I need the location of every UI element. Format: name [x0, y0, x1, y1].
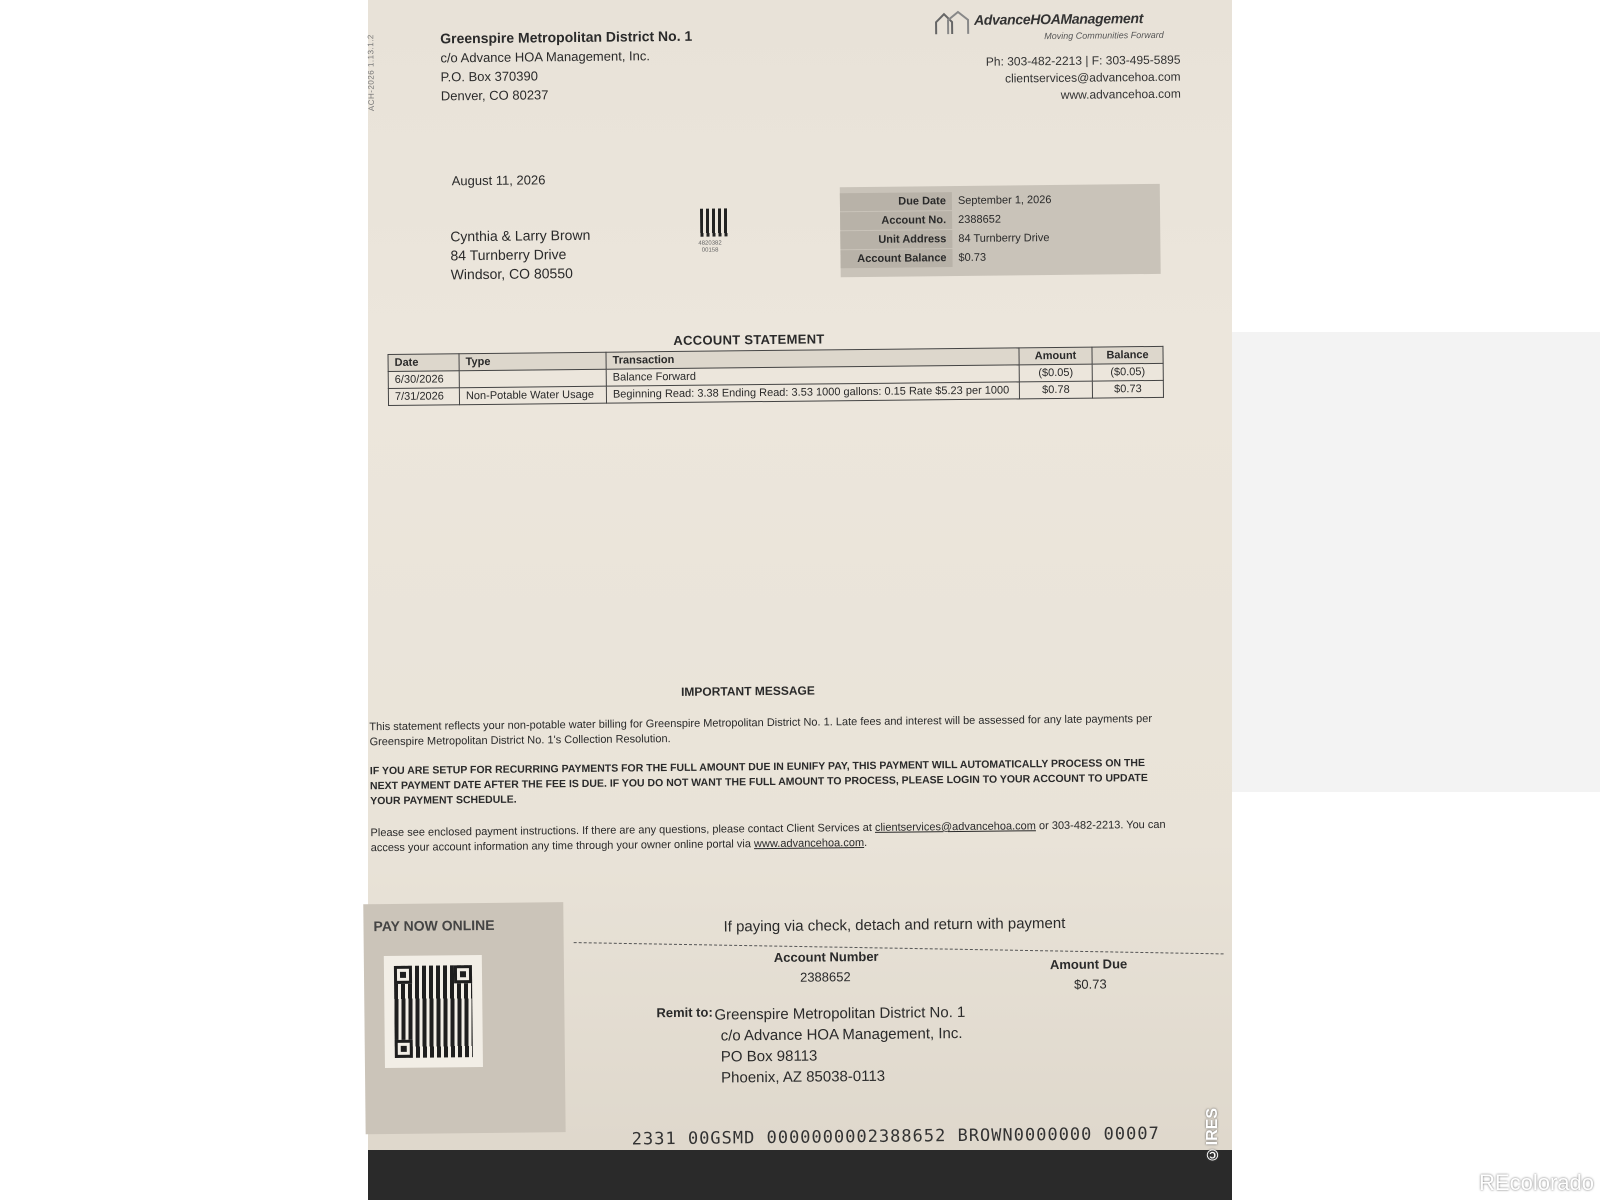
due-date-label: Due Date — [840, 192, 952, 211]
important-message-p2: IF YOU ARE SETUP FOR RECURRING PAYMENTS FOR THE FULL AMOUNT DUE IN EUNIFY PAY, THIS PAYMENT WILL AUTOMATICALLY PROCESS ON THE NEXT PAYMENT DATE AFTER THE FEE IS DUE. IF YOU DO NOT WANT THE FULL AMOUNT TO PROCESS, PLEASE LOGIN TO YOUR ACCOUNT TO UPDATE YOUR PAYMENT SCHEDULE. — [369, 757, 1148, 808]
coupon-account-number-label: Account Number — [773, 948, 879, 965]
qr-finder-icon — [394, 966, 412, 984]
account-no-label: Account No. — [840, 211, 952, 230]
row-balance: ($0.05) — [1092, 363, 1163, 381]
micr-scanline: 2331 00GSMD 0000000002388652 BROWN0000000 00007 — [631, 1123, 1160, 1150]
row-type — [459, 369, 606, 388]
row-balance: $0.73 — [1092, 380, 1163, 398]
portal-website-link[interactable]: www.advancehoa.com — [753, 837, 865, 851]
account-balance-label: Account Balance — [840, 249, 952, 268]
contact-phone: Ph: 303-482-2213 | F: 303-495-5895 — [985, 52, 1181, 69]
remit-line1: Greenspire Metropolitan District No. 1 — [714, 1003, 966, 1024]
background-left — [0, 0, 368, 1200]
p3-text-before: Please see enclosed payment instructions. If there are any questions, please contact Client Services at — [370, 821, 876, 840]
recipient-address — [450, 226, 591, 284]
remit-to-address — [714, 1002, 966, 1089]
recipient-street: 84 Turnberry Drive — [450, 246, 567, 264]
row-amount: ($0.05) — [1019, 364, 1092, 382]
contact-web: www.advancehoa.com — [1060, 86, 1181, 102]
header-date: Date — [388, 354, 459, 372]
unit-address-value: 84 Turnberry Drive — [958, 232, 1050, 245]
remit-line2: c/o Advance HOA Management, Inc. — [720, 1024, 963, 1045]
detach-cut-line — [574, 942, 1224, 954]
important-message-title: IMPORTANT MESSAGE — [680, 683, 815, 699]
row-date: 7/31/2026 — [388, 388, 459, 406]
remit-line3: PO Box 98113 — [720, 1047, 818, 1066]
p3-text-middle: or 303-482-2213. You can access your account information any time through your owner online portal via — [370, 818, 1166, 855]
qr-finder-icon — [395, 1040, 413, 1058]
coupon-amount-due-label: Amount Due — [1049, 956, 1128, 973]
contact-email: clientservices@advancehoa.com — [1004, 69, 1181, 86]
important-message-p3 — [370, 818, 1170, 856]
client-services-email-link[interactable]: clientservices@advancehoa.com — [874, 820, 1036, 834]
sender-line2: c/o Advance HOA Management, Inc. — [440, 48, 651, 66]
statement-content — [364, 0, 1240, 1154]
recipient-name: Cynthia & Larry Brown — [450, 226, 591, 245]
recipient-city: Windsor, CO 80550 — [450, 265, 573, 283]
qr-code-icon[interactable] — [384, 955, 483, 1068]
p3-text-after: . — [864, 836, 868, 850]
sender-line3: P.O. Box 370390 — [440, 68, 539, 85]
due-date-value: September 1, 2026 — [957, 194, 1052, 207]
logo-brand: AdvanceHOAManagement — [973, 10, 1144, 28]
header-balance: Balance — [1092, 346, 1163, 364]
barcode-caption — [698, 240, 722, 254]
barcode-caption-line1: 4820382 — [698, 240, 722, 247]
sender-line4: Denver, CO 80237 — [440, 87, 549, 104]
account-statement-table — [387, 346, 1164, 406]
remit-to-label: Remit to: — [656, 1004, 713, 1021]
logo-tagline: Moving Communities Forward — [1044, 29, 1164, 42]
statement-date: August 11, 2026 — [451, 172, 546, 189]
important-message-p1: This statement reflects your non-potable water billing for Greenspire Metropolitan District No. 1. Late fees and interest will be assessed for any late payments per Greenspire Metropolitan District No. 1's Collection Resolution. — [369, 712, 1153, 749]
pay-now-online-box — [363, 902, 565, 1134]
row-type: Non-Potable Water Usage — [459, 386, 606, 405]
sender-name: Greenspire Metropolitan District No. 1 — [440, 27, 693, 47]
dark-surface — [368, 1150, 1232, 1200]
header-amount: Amount — [1019, 347, 1092, 365]
row-transaction: Beginning Read: 3.38 Ending Read: 3.53 1000 gallons: 0.15 Rate $5.23 per 1000 — [606, 382, 1019, 403]
account-summary-box — [840, 184, 1161, 277]
header-type: Type — [459, 352, 606, 371]
coupon-amount-due: $0.73 — [1074, 976, 1107, 992]
barcode-caption-line2: 00158 — [701, 247, 719, 254]
detach-instruction: If paying via check, detach and return with payment — [723, 914, 1066, 936]
account-balance-value: $0.73 — [958, 251, 987, 264]
statement-paper — [368, 0, 1232, 1200]
account-no-value: 2388652 — [958, 213, 1002, 226]
row-transaction: Balance Forward — [606, 365, 1019, 386]
account-statement-title: ACCOUNT STATEMENT — [673, 331, 825, 348]
contact-info — [986, 52, 1181, 105]
qr-finder-icon — [454, 965, 472, 983]
datamatrix-barcode-icon — [700, 208, 728, 236]
unit-address-label: Unit Address — [840, 230, 952, 249]
coupon-account-number: 2388652 — [799, 969, 851, 985]
sender-address — [440, 27, 693, 106]
houses-logo-icon — [934, 10, 974, 36]
side-code: ACH-2026 1.13.1.2 — [366, 34, 376, 112]
advance-hoa-logo — [934, 4, 1184, 47]
remit-line4: Phoenix, AZ 85038-0113 — [721, 1067, 886, 1087]
recolorado-watermark: REcolorado — [1479, 1170, 1594, 1195]
row-amount: $0.78 — [1019, 381, 1092, 399]
pay-now-online-title: PAY NOW ONLINE — [373, 916, 495, 935]
header-transaction: Transaction — [606, 348, 1019, 369]
paper-shadow — [1232, 332, 1600, 792]
ires-watermark: ©IRES — [1204, 1108, 1221, 1163]
row-date: 6/30/2026 — [388, 371, 459, 389]
